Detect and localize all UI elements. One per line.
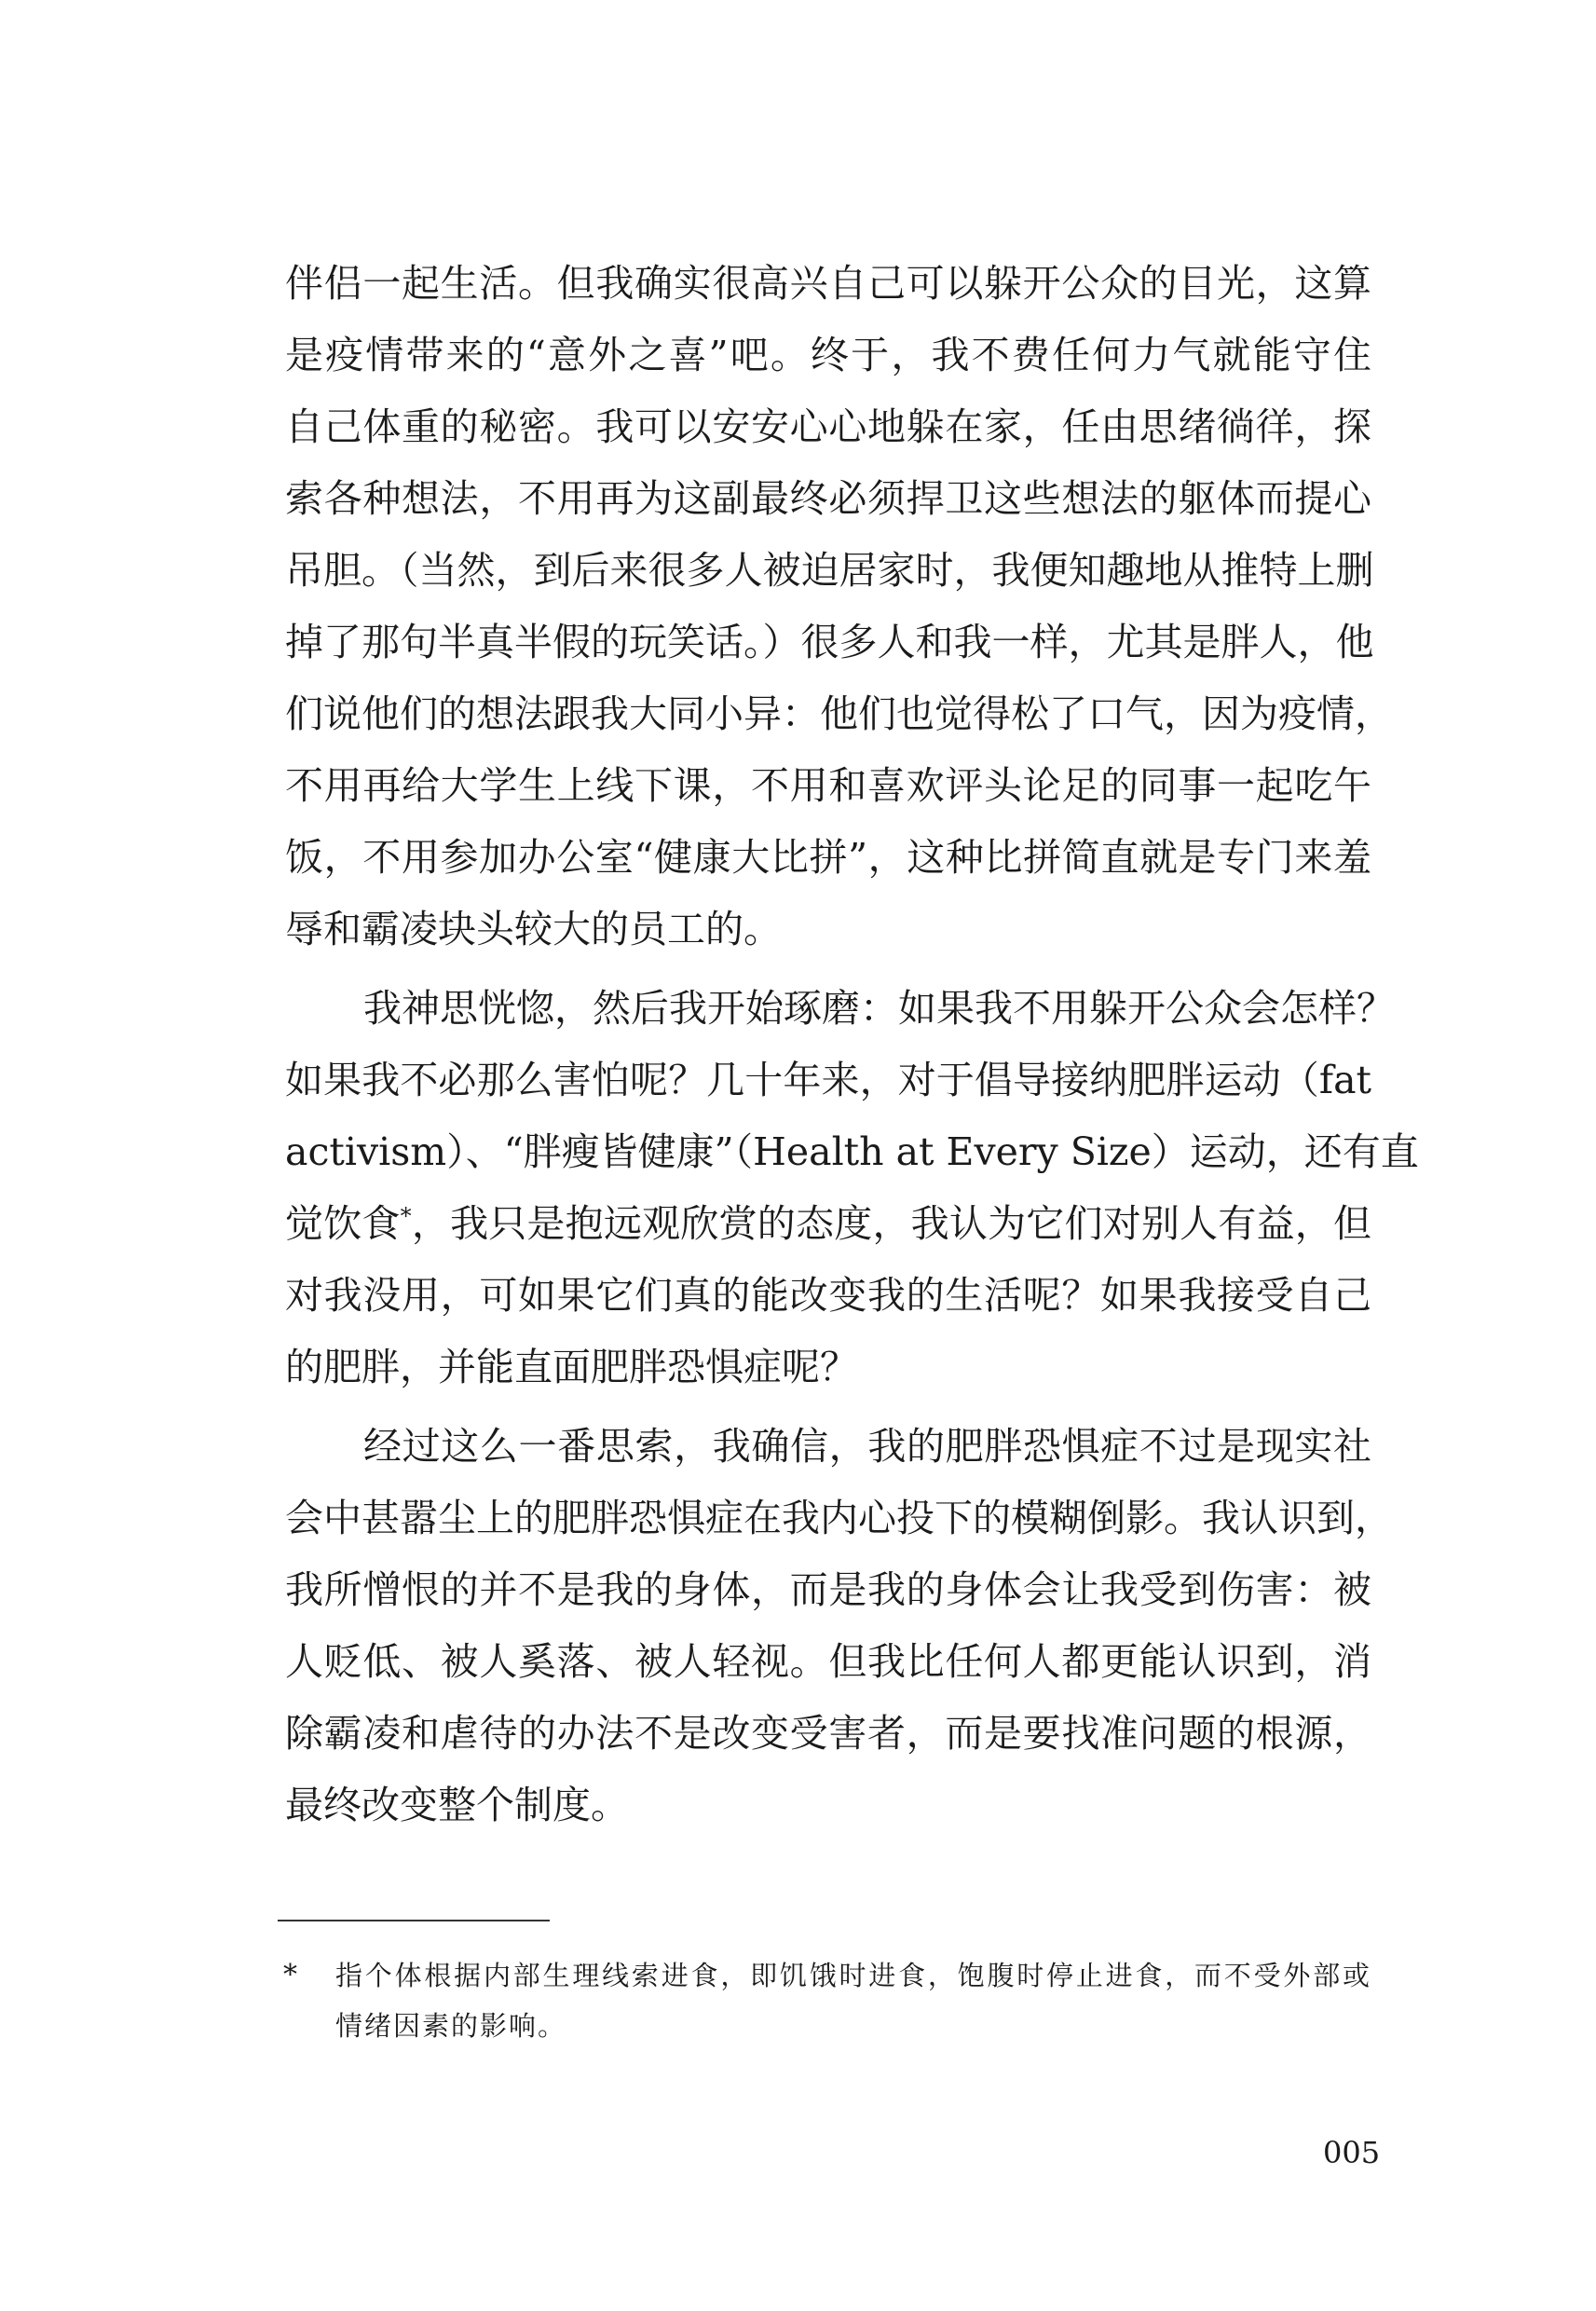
body-text: 觉饮食 (285, 1201, 401, 1246)
body-line: 我所憎恨的并不是我的身体，而是我的身体会让我受到伤害：被 (285, 1567, 1371, 1612)
body-line: 除霸凌和虐待的办法不是改变受害者，而是要找准问题的根源， (285, 1711, 1371, 1756)
body-line: 掉了那句半真半假的玩笑话。）很多人和我一样，尤其是胖人，他 (285, 620, 1374, 664)
body-line: 如果我不必那么害怕呢？几十年来，对于倡导接纳肥胖运动（fat (285, 1058, 1371, 1102)
body-line: 我神思恍惚，然后我开始琢磨：如果我不用躲开公众会怎样？ (363, 986, 1395, 1031)
body-line: 索各种想法，不用再为这副最终必须捍卫这些想法的躯体而提心 (285, 476, 1371, 521)
footnote-line: 情绪因素的影响。 (335, 2010, 567, 2042)
body-line: 最终改变整个制度。 (285, 1783, 629, 1827)
body-line: 的肥胖，并能直面肥胖恐惧症呢？ (285, 1345, 858, 1389)
body-line: 自己体重的秘密。我可以安安心心地躲在家，任由思绪徜徉，探 (285, 404, 1371, 449)
body-line: 吊胆。（当然，到后来很多人被迫居家时，我便知趣地从推特上删 (285, 548, 1374, 593)
body-line: 人贬低、被人奚落、被人轻视。但我比任何人都更能认识到，消 (285, 1639, 1371, 1684)
footnote-ref: * (400, 1203, 412, 1229)
body-line-with-footnote-ref (285, 1199, 1371, 1248)
body-line: 辱和霸凌块头较大的员工的。 (285, 907, 782, 951)
footnote-line: 指个体根据内部生理线索进食，即饥饿时进食，饱腹时停止进食，而不受外部或 (335, 1960, 1371, 1991)
body-line: 们说他们的想法跟我大同小异：他们也觉得松了口气，因为疫情， (285, 691, 1393, 736)
body-line: activism）、“胖瘦皆健康”（Health at Every Size）运动，还有直 (285, 1129, 1419, 1174)
body-line: 会中甚嚣尘上的肥胖恐惧症在我内心投下的模糊倒影。我认识到， (285, 1496, 1393, 1540)
body-text: ，我只是抱远观欣赏的态度，我认为它们对别人有益，但 (411, 1201, 1372, 1246)
body-line: 经过这么一番思索，我确信，我的肥胖恐惧症不过是现实社 (363, 1424, 1371, 1469)
body-line: 是疫情带来的“意外之喜”吧。终于，我不费任何力气就能守住 (285, 333, 1371, 377)
body-line: 伴侣一起生活。但我确实很高兴自己可以躲开公众的目光，这算 (285, 261, 1371, 306)
body-line: 饭，不用参加办公室“健康大比拼”，这种比拼简直就是专门来羞 (285, 835, 1371, 880)
body-line: 不用再给大学生上线下课，不用和喜欢评头论足的同事一起吃午 (285, 763, 1371, 808)
footnote-marker: * (283, 1959, 297, 1991)
footnote-divider (278, 1920, 550, 1921)
page-number: 005 (1323, 2135, 1381, 2170)
body-line: 对我没用，可如果它们真的能改变我的生活呢？如果我接受自己 (285, 1273, 1371, 1318)
